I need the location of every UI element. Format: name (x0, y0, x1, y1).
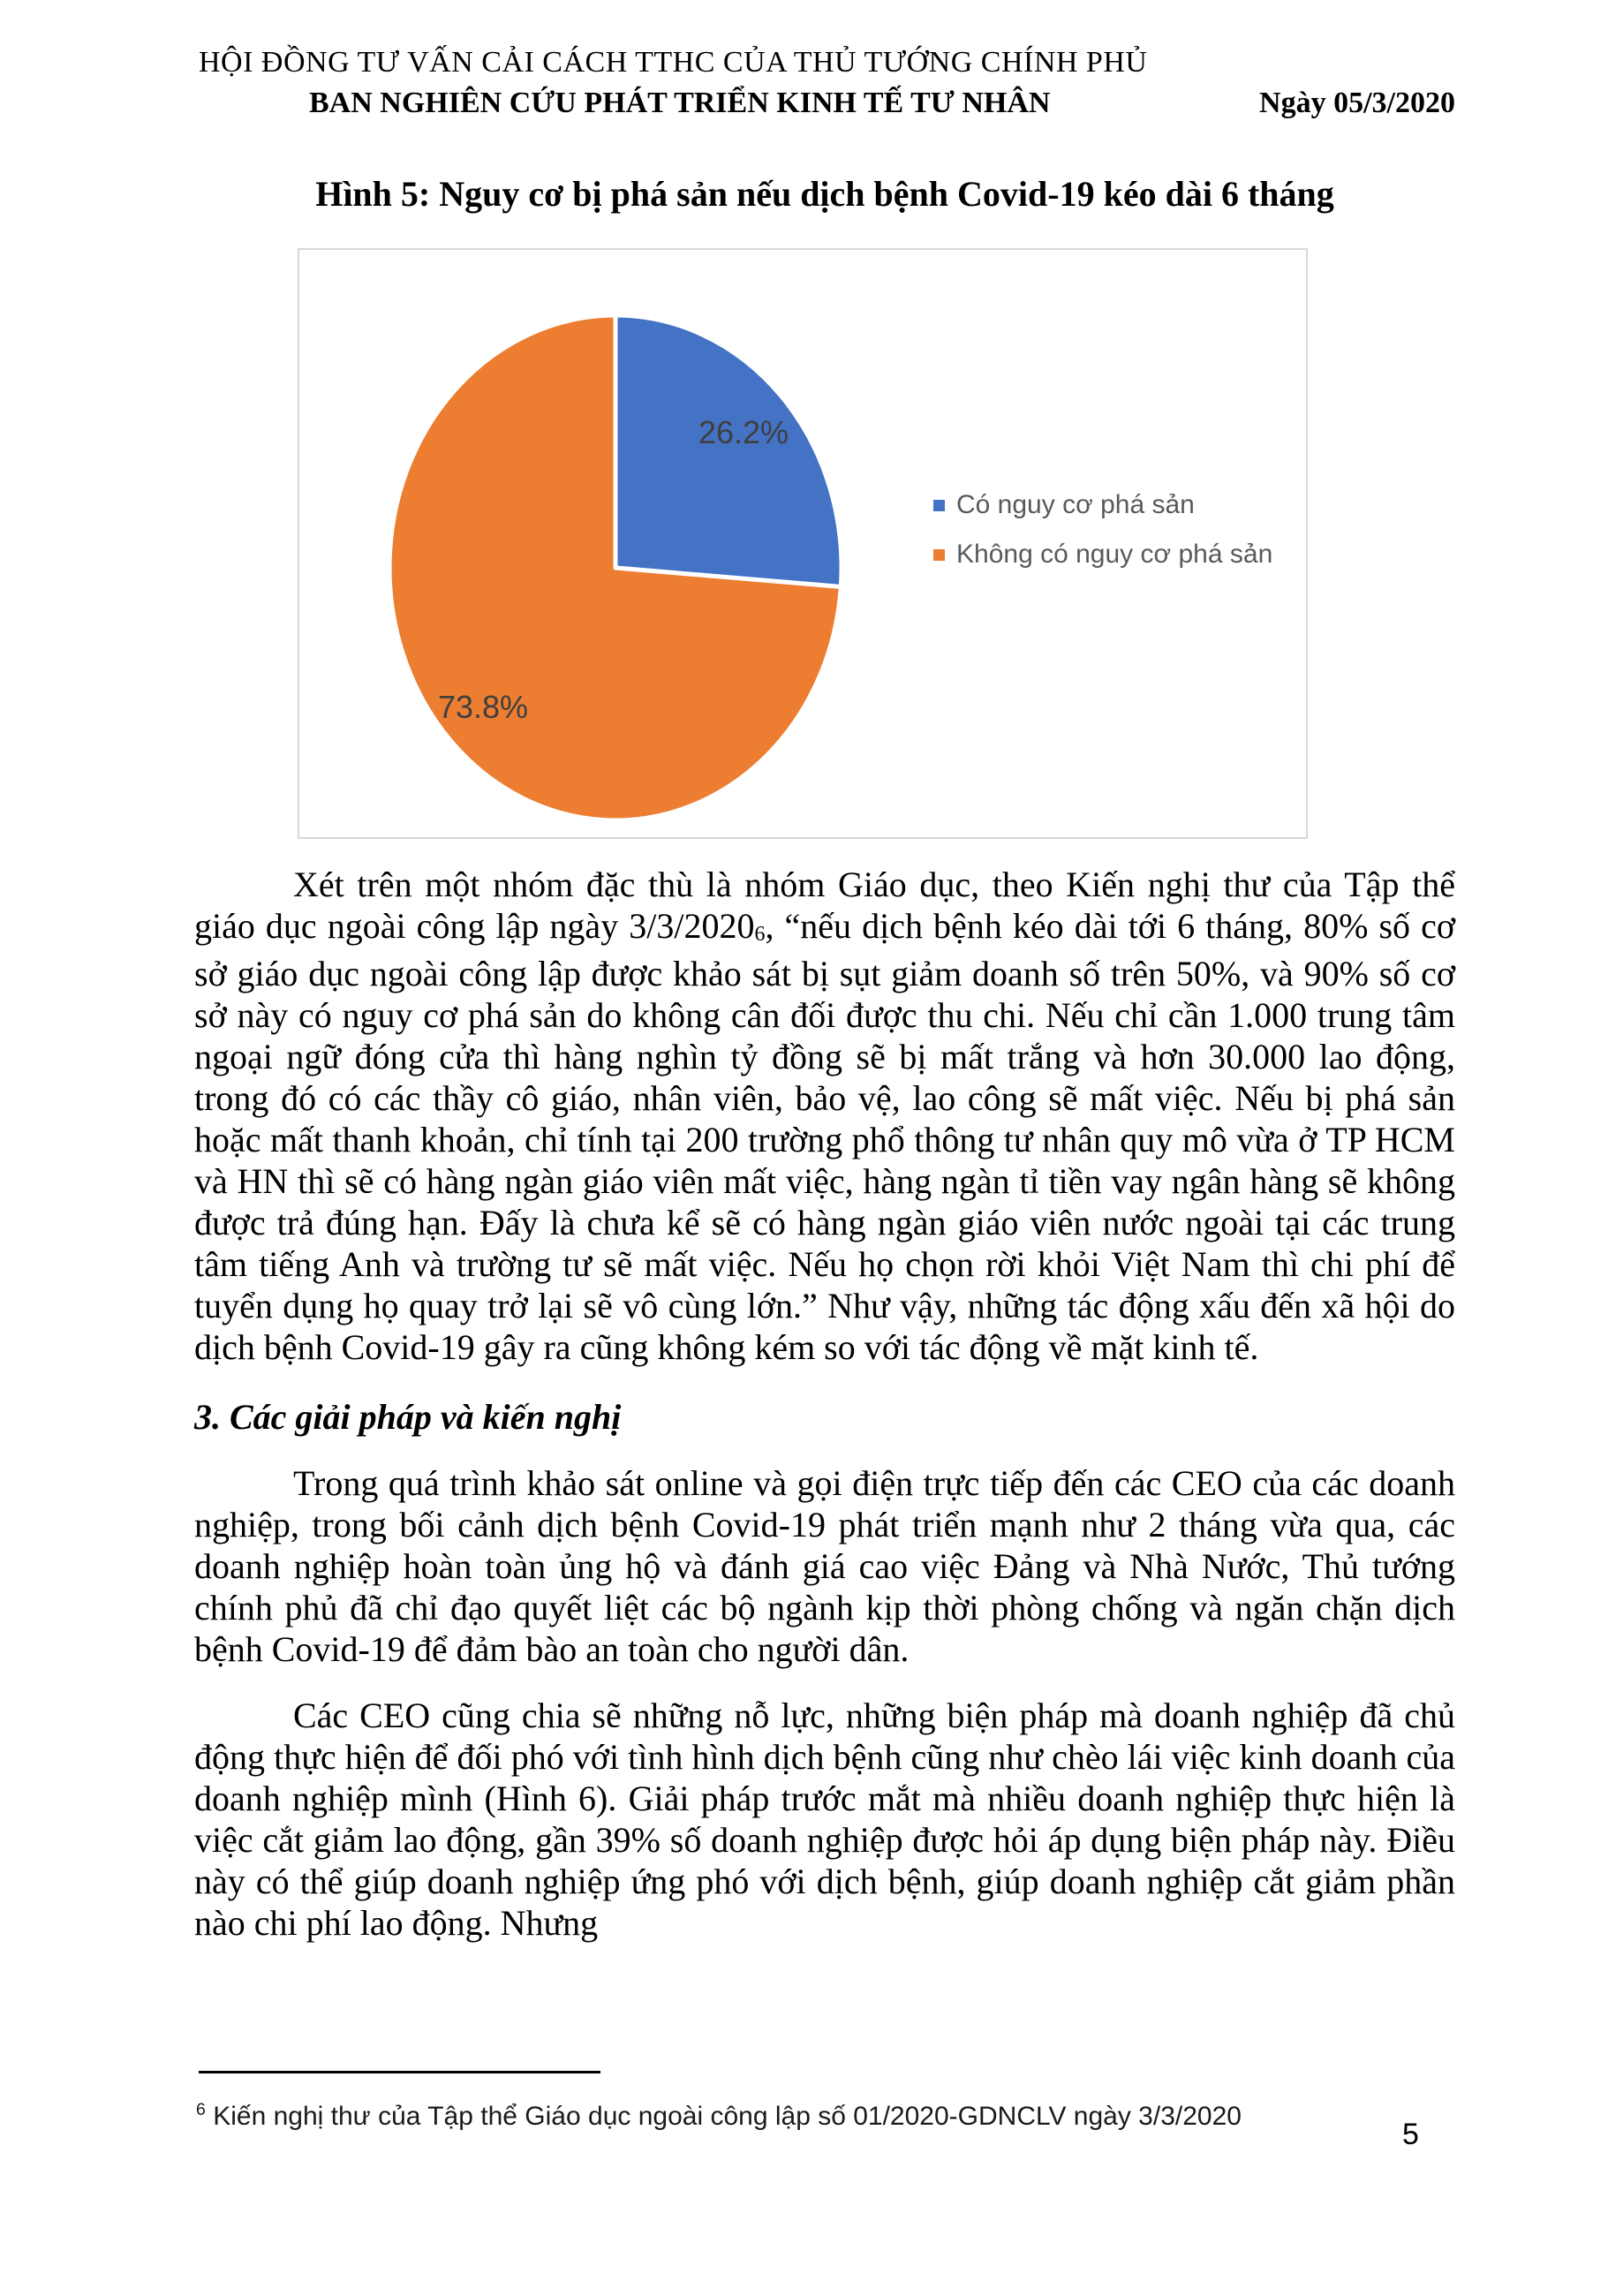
footnote-text: Kiến nghị thư của Tập thể Giáo dục ngoài công lập số 01/2020-GDNCLV ngày 3/3/2020 (213, 2102, 1242, 2131)
legend-swatch-orange (933, 549, 945, 561)
footnote-divider (199, 2071, 600, 2073)
footnote (196, 2100, 1242, 2132)
legend-item-risk (933, 490, 1272, 520)
pie-slice-label-orange: 73.8% (437, 689, 529, 725)
paragraph-survey: Trong quá trình khảo sát online và gọi điện trực tiếp đến các CEO của các doanh nghiệp, trong bối cảnh dịch bệnh Covid-19 phát triển mạnh như 2 tháng vừa qua, các doanh nghiệp hoàn toàn ủng hộ và đánh giá cao việc Đảng và Nhà Nước, Thủ tướng chính phủ đã chỉ đạo quyết liệt các bộ ngành kịp thời phòng chống và ngăn chặn dịch bệnh Covid-19 để đảm bào an toàn cho người dân. (194, 1463, 1455, 1669)
chart-legend (933, 490, 1272, 570)
pie-slice-label-blue: 26.2% (698, 414, 789, 450)
section-heading: 3. Các giải pháp và kiến nghị (194, 1397, 622, 1437)
paragraph-text: Xét trên một nhóm đặc thù là nhóm Giáo dục, theo Kiến nghị thư của Tập thể giáo dục ngoài công lập ngày 3/3/2020 (194, 865, 1455, 946)
legend-swatch-blue (933, 500, 945, 511)
footnote-reference: 6 (754, 923, 766, 946)
paragraph-text: , “nếu dịch bệnh kéo dài tới 6 tháng, 80% số cơ sở giáo dục ngoài công lập được khảo sát bị sụt giảm doanh số trên 50%, và 90% số cơ sở này có nguy cơ phá sản do không cân đối được thu chi. Nếu chỉ cần 1.000 trung tâm ngoại ngữ đóng cửa thì hàng nghìn tỷ đồng sẽ bị mất trắng và hơn 30.000 lao động, trong đó có các thầy cô giáo, nhân viên, bảo vệ, lao công sẽ mất việc. Nếu bị phá sản hoặc mất thanh khoản, chỉ tính tại 200 trường phổ thông tư nhân quy mô vừa ở TP HCM và HN thì sẽ có hàng ngàn giáo viên mất việc, hàng ngàn tỉ tiền vay ngân hàng sẽ không được trả đúng hạn. Đấy là chưa kể sẽ có hàng ngàn giáo viên nước ngoài tại các trung tâm tiếng Anh và trường tư sẽ mất việc. Nếu họ chọn rời khỏi Việt Nam thì chi phí để tuyển dụng họ quay trở lại sẽ vô cùng lớn.” Như vậy, những tác động xấu đến xã hội do dịch bệnh Covid-19 gây ra cũng không kém so với tác động về mặt kinh tế. (194, 906, 1455, 1367)
page-number: 5 (1402, 2118, 1419, 2151)
footnote-marker: 6 (196, 2100, 206, 2119)
figure-title: Hình 5: Nguy cơ bị phá sản nếu dịch bệnh Covid-19 kéo dài 6 tháng (315, 174, 1334, 214)
legend-label: Không có nguy cơ phá sản (956, 540, 1273, 569)
paragraph-ceo-solutions: Các CEO cũng chia sẽ những nỗ lực, những biện pháp mà doanh nghiệp đã chủ động thực hiện để đối phó với tình hình dịch bệnh cũng như chèo lái việc kinh doanh của doanh nghiệp mình (Hình 6). Giải pháp trước mắt mà nhiều doanh nghiệp thực hiện là việc cắt giảm lao động, gần 39% số doanh nghiệp được hỏi áp dụng biện pháp này. Điều này có thể giúp doanh nghiệp ứng phó với dịch bệnh, giúp doanh nghiệp cắt giảm phần nào chi phí lao động. Nhưng (194, 1696, 1455, 1943)
org-name-line1: HỘI ĐỒNG TƯ VẤN CẢI CÁCH TTHC CỦA THỦ TƯỚNG CHÍNH PHỦ (199, 46, 1148, 79)
org-name-line2: BAN NGHIÊN CỨU PHÁT TRIỂN KINH TẾ TƯ NHÂN (309, 87, 1051, 119)
pie-chart-figure (298, 248, 1308, 839)
doc-date: Ngày 05/3/2020 (1259, 87, 1455, 119)
doc-header (194, 46, 1455, 120)
legend-item-no-risk (933, 540, 1272, 570)
legend-label: Có nguy cơ phá sản (956, 490, 1195, 519)
paragraph-education (194, 864, 1455, 1368)
